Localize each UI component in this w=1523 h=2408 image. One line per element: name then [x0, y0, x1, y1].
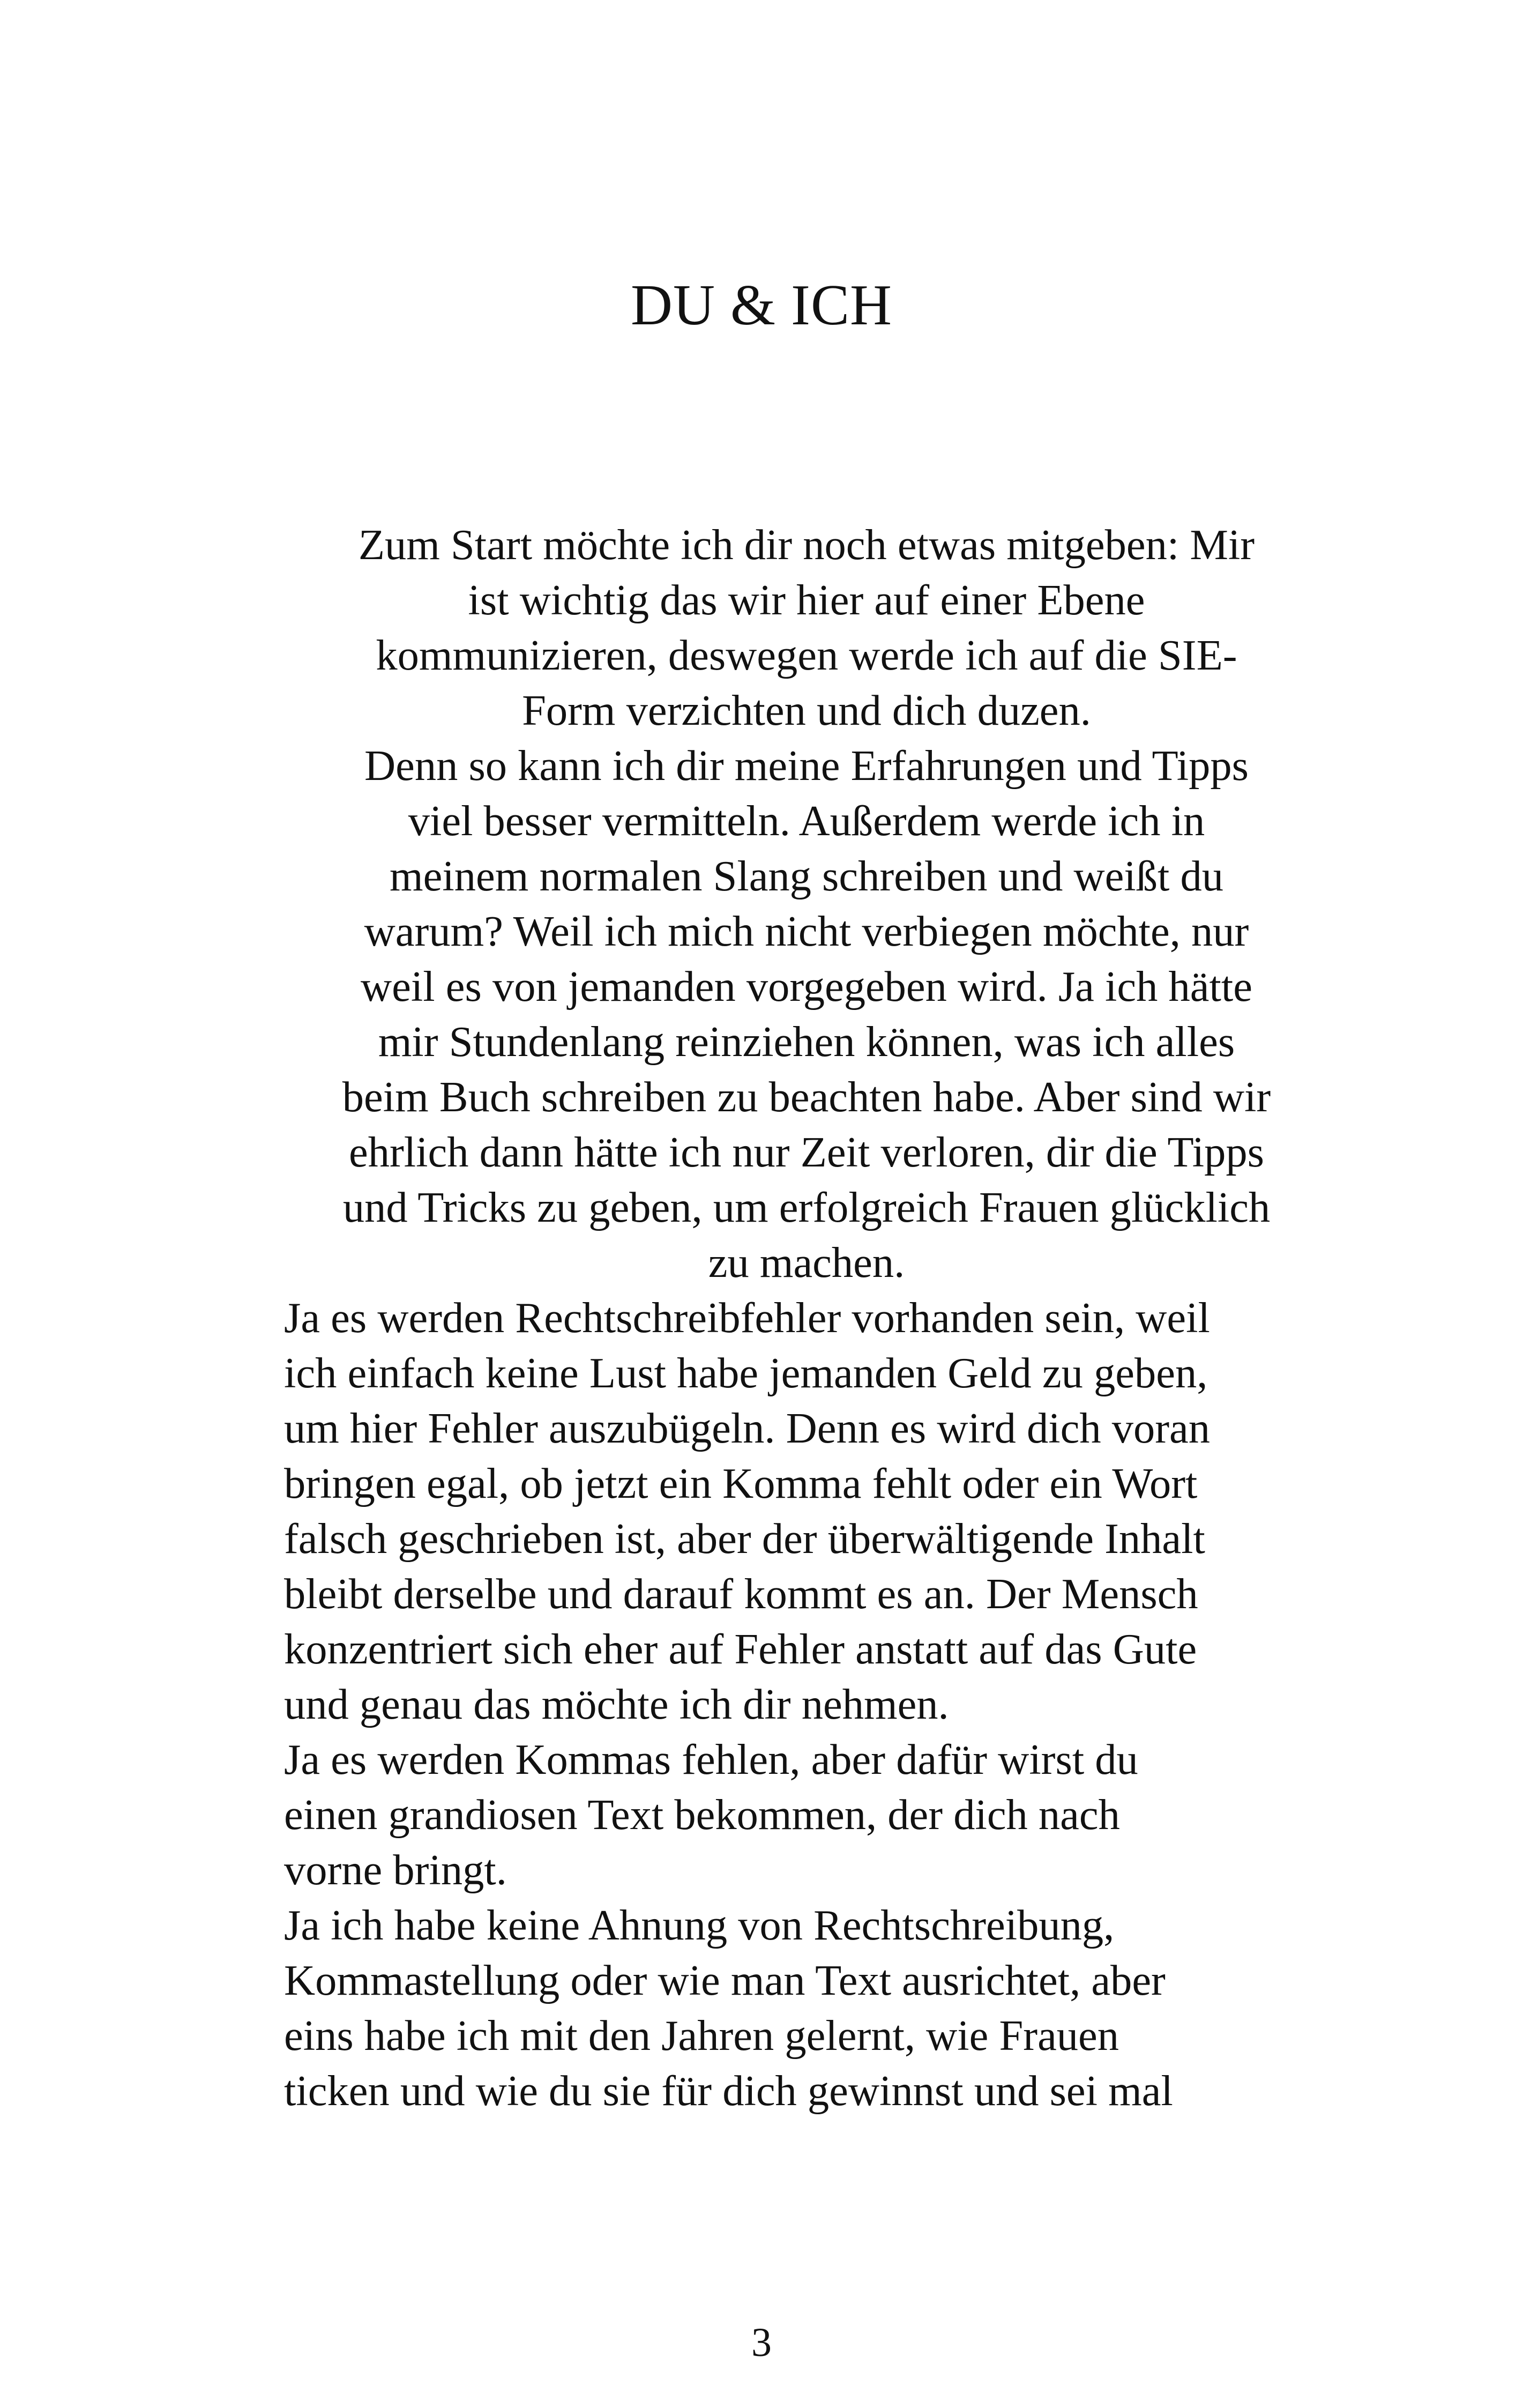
text-line: warum? Weil ich mich nicht verbiegen möchte, nur: [364, 908, 1249, 955]
text-line: falsch geschrieben ist, aber der überwältigende Inhalt: [284, 1515, 1205, 1563]
text-line: ticken und wie du sie für dich gewinnst und sei mal: [284, 2067, 1173, 2115]
text-line: vorne bringt.: [284, 1846, 507, 1894]
text-line: Form verzichten und dich duzen.: [522, 687, 1091, 734]
text-line: Ja es werden Rechtschreibfehler vorhanden sein, weil: [284, 1294, 1210, 1342]
text-line: weil es von jemanden vorgegeben wird. Ja ich hätte: [361, 963, 1252, 1010]
body-text: [284, 517, 1329, 2119]
text-line: meinem normalen Slang schreiben und weißt du: [390, 852, 1223, 900]
text-line: mir Stundenlang reinziehen können, was ich alles: [378, 1018, 1235, 1066]
text-line: Ja ich habe keine Ahnung von Rechtschreibung,: [284, 1901, 1115, 1949]
text-line: und Tricks zu geben, um erfolgreich Frauen glücklich: [342, 1184, 1271, 1231]
text-line: ehrlich dann hätte ich nur Zeit verloren, dir die Tipps: [349, 1128, 1264, 1176]
text-line: bleibt derselbe und darauf kommt es an. Der Mensch: [284, 1570, 1198, 1618]
text-line: Ja es werden Kommas fehlen, aber dafür wirst du: [284, 1736, 1138, 1783]
text-line: eins habe ich mit den Jahren gelernt, wie Frauen: [284, 2012, 1119, 2060]
text-line: bringen egal, ob jetzt ein Komma fehlt oder ein Wort: [284, 1460, 1198, 1507]
text-line: Denn so kann ich dir meine Erfahrungen und Tipps: [364, 742, 1249, 790]
text-line: kommunizieren, deswegen werde ich auf die SIE-: [376, 631, 1237, 679]
text-line: und genau das möchte ich dir nehmen.: [284, 1681, 949, 1728]
text-line: beim Buch schreiben zu beachten habe. Aber sind wir: [342, 1073, 1271, 1121]
text-line: zu machen.: [708, 1239, 905, 1287]
chapter-title: DU & ICH: [631, 273, 892, 337]
text-line: konzentriert sich eher auf Fehler anstatt auf das Gute: [284, 1625, 1197, 1673]
page-number: 3: [751, 2320, 772, 2365]
text-line: um hier Fehler auszubügeln. Denn es wird dich voran: [284, 1404, 1211, 1452]
text-line: Zum Start möchte ich dir noch etwas mitgeben: Mir: [358, 521, 1255, 569]
text-line: einen grandiosen Text bekommen, der dich nach: [284, 1791, 1120, 1839]
text-line: viel besser vermitteln. Außerdem werde ich in: [408, 797, 1205, 845]
text-line: ich einfach keine Lust habe jemanden Geld zu geben,: [284, 1349, 1208, 1397]
text-line: ist wichtig das wir hier auf einer Ebene: [468, 576, 1145, 624]
text-line: Kommastellung oder wie man Text ausrichtet, aber: [284, 1957, 1166, 2004]
